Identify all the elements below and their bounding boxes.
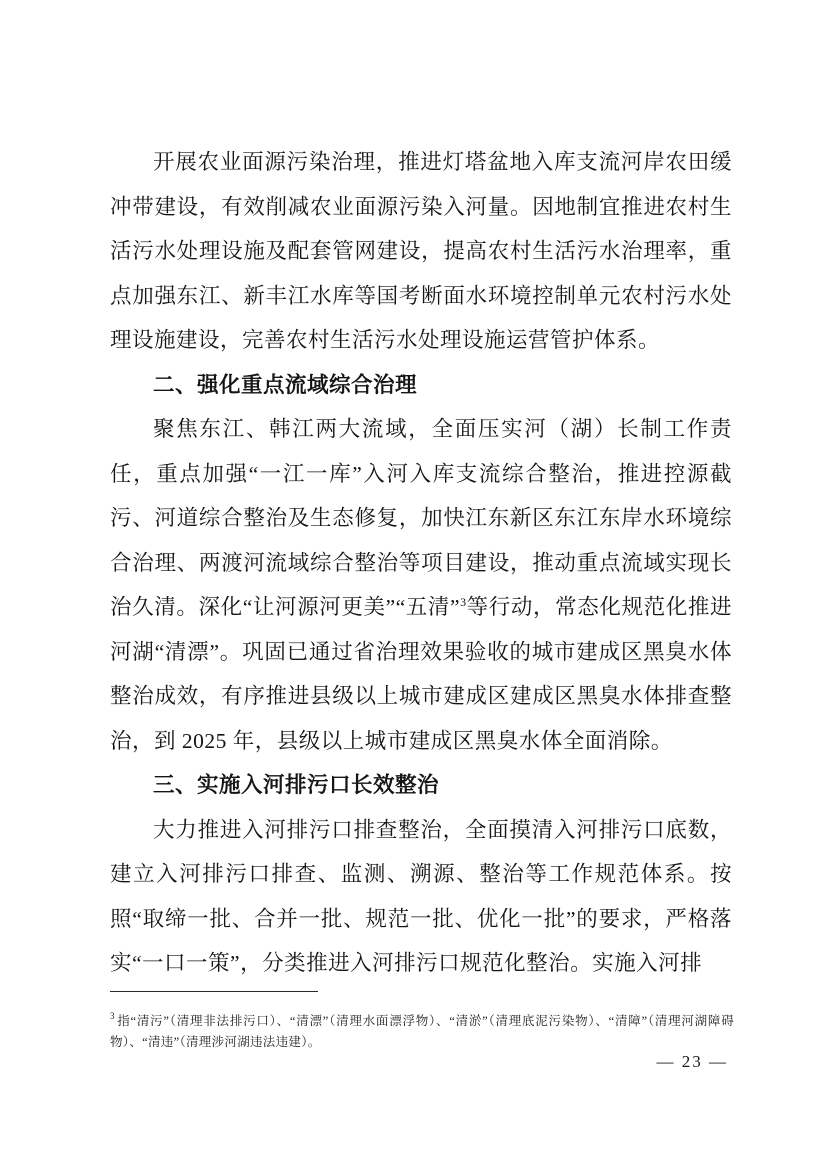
footnote-separator-line <box>110 991 318 992</box>
paragraph-sewage-outlets: 大力推进入河排污口排查整治，全面摸清入河排污口底数，建立入河排污口排查、监测、溯源、整治等工作规范体系。按照“取缔一批、合并一批、规范一批、优化一批”的要求，严格落实“一口一策”，分类推进入河排污口规范化整治。实施入河排 <box>110 817 732 975</box>
footnote-3 <box>110 1011 734 1053</box>
paragraph-agricultural-pollution: 开展农业面源污染治理，推进灯塔盆地入库支流河岸农田缓冲带建设，有效削减农业面源污染入河量。因地制宜推进农村生活污水处理设施及配套管网建设，提高农村生活污水治理率，重点加强东江、新丰江水库等国考断面水环境控制单元农村污水处理设施建设，完善农村生活污水处理设施运营管护体系。 <box>110 150 732 352</box>
document-body <box>110 140 732 986</box>
paragraph-2-text-before-footnote-ref: 聚焦东江、韩江两大流域，全面压实河（湖）长制工作责任，重点加强“一江一库”入河入库支流综合整治，推进控源截污、河道综合整治及生态修复，加快江东新区东江东岸水环境综合治理、两渡河流域综合整治等项目建设，推动重点流域实现长治久清。深化“让河源河更美”“五清” <box>110 417 732 619</box>
section-heading-3: 三、实施入河排污口长效整治 <box>153 773 440 797</box>
paragraph-2-text-after-footnote-ref: 等行动，常态化规范化推进河湖“清漂”。巩固已通过省治理效果验收的城市建成区黑臭水体整治成效，有序推进县级以上城市建成区建成区黑臭水体排查整治，到 2025 年，县级以上城市建成区黑臭水体全面消除。 <box>110 595 732 753</box>
section-heading-2: 二、强化重点流域综合治理 <box>153 372 418 397</box>
footnote-3-marker: 3 <box>110 1011 115 1022</box>
paragraph-watershed-treatment <box>110 407 732 763</box>
footnote-3-text: 指“清污”（清理非法排污口）、“清漂”（清理水面漂浮物）、“清淤”（清理底泥污染物）、“清障”（清理河湖障碍物）、“清违”（清理涉河湖违法违建）。 <box>110 1013 734 1049</box>
footnote-reference-3: 3 <box>460 594 467 609</box>
page-number: — 23 — <box>656 1052 728 1071</box>
